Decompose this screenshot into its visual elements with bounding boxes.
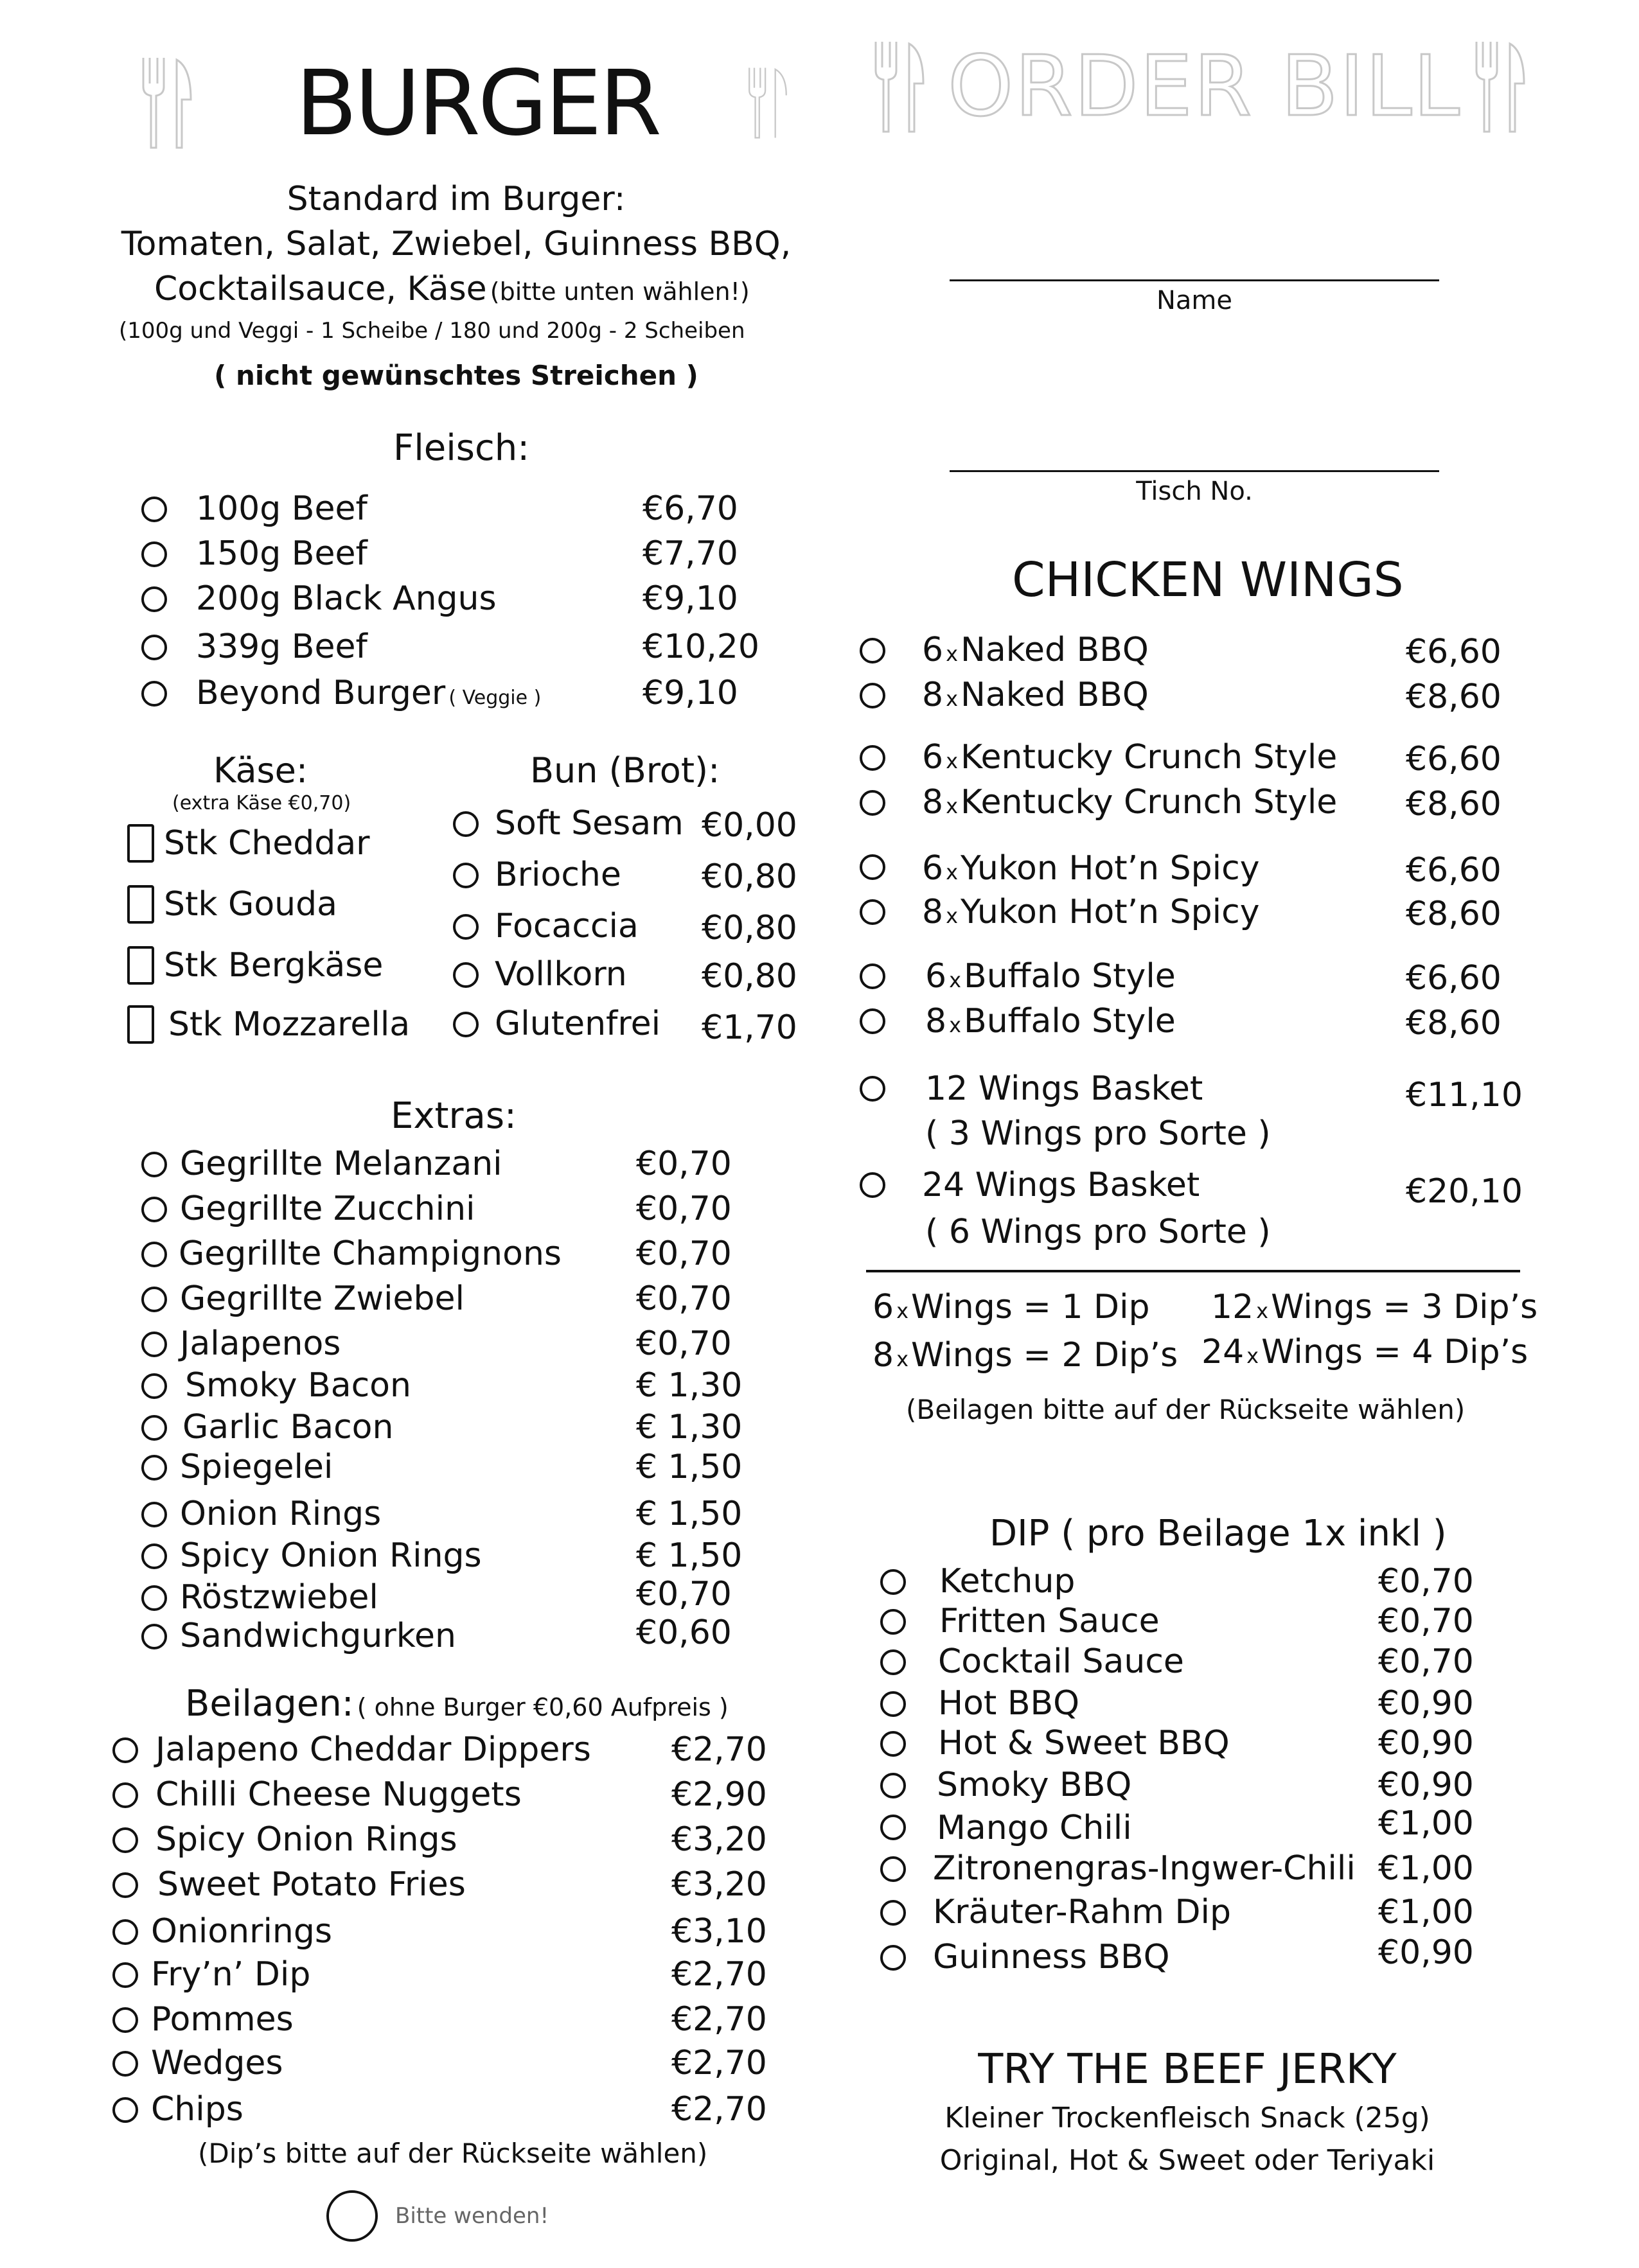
dip-label: Hot & Sweet BBQ [938,1724,1230,1763]
beilagen-radio[interactable] [112,1962,138,1988]
extras-radio[interactable] [141,1624,167,1649]
fleisch-note: ( Veggie ) [448,687,542,709]
beilagen-label: Wedges [151,2044,283,2082]
wings-qty: 6 [922,849,944,888]
wings-price: €6,60 [1406,633,1502,671]
wings-radio[interactable] [860,899,885,925]
wings-basket12-radio[interactable] [860,1076,885,1102]
dip-rule-x: x [896,1299,909,1323]
wings-x: x [949,968,962,992]
beilagen-label: Chips [151,2090,244,2129]
dip-price: €1,00 [1378,1804,1474,1843]
extras-label: Spiegelei [180,1448,333,1486]
wings-qty: 8 [922,783,944,822]
extras-label: Sandwichgurken [180,1617,456,1655]
wings-item [922,849,1260,888]
jerky-line2: Original, Hot & Sweet oder Teriyaki [939,2144,1435,2177]
dip-rule [873,1336,1178,1375]
fleisch-heading: Fleisch: [393,427,530,469]
beilagen-radio[interactable] [112,2007,138,2033]
extras-radio[interactable] [141,1152,167,1177]
wings-basket12-sub: ( 3 Wings pro Sorte ) [925,1114,1271,1153]
dip-label: Cocktail Sauce [938,1642,1184,1681]
bun-label: Glutenfrei [495,1005,661,1043]
wings-price: €8,60 [1406,785,1502,823]
dip-rule-qty: 24 [1201,1333,1245,1371]
wings-label: Yukon Hot’n Spicy [961,849,1260,888]
dip-price: €0,90 [1378,1724,1474,1763]
fleisch-price: €9,10 [642,579,738,618]
kaese-checkbox[interactable] [127,885,154,924]
bun-price: €0,80 [702,857,797,896]
wings-x: x [946,904,959,928]
dip-label: Guinness BBQ [933,1938,1170,1976]
wings-label: Buffalo Style [964,1002,1176,1041]
wings-x: x [946,642,959,666]
wings-radio[interactable] [860,745,885,771]
dip-price: €0,90 [1378,1766,1474,1804]
dip-rule-x: x [1246,1344,1259,1368]
tisch-line [950,470,1439,472]
dip-price: €1,00 [1378,1893,1474,1931]
beilagen-radio[interactable] [112,1737,138,1763]
extras-label: Gegrillte Zucchini [180,1190,475,1228]
wings-radio[interactable] [860,683,885,708]
fleisch-radio[interactable] [141,635,167,660]
dip-label: Hot BBQ [938,1684,1080,1723]
bun-price: €0,00 [702,806,797,845]
fleisch-price: €10,20 [642,628,759,666]
fleisch-radio[interactable] [141,681,167,707]
wings-label: Buffalo Style [964,957,1176,996]
beilagen-radio[interactable] [112,2051,138,2077]
beilagen-price: €3,20 [671,1820,767,1859]
strike-note: ( nicht gewünschtes Streichen ) [214,360,698,391]
beilagen-radio[interactable] [112,1872,138,1898]
beilagen-label: Pommes [151,2000,294,2039]
wings-price: €6,60 [1406,851,1502,890]
wings-radio[interactable] [860,638,885,664]
extras-label: Röstzwiebel [180,1578,378,1617]
beilagen-price: €2,70 [671,1955,767,1994]
wings-x: x [946,749,959,773]
fork-knife-icon [745,55,790,151]
bun-radio[interactable] [453,863,479,888]
dip-radio[interactable] [880,1731,906,1757]
extras-label: Onion Rings [180,1495,382,1533]
beilagen-price: €2,70 [671,2000,767,2039]
extras-radio[interactable] [141,1287,167,1312]
fleisch-label: 200g Black Angus [196,579,497,618]
beilagen-price: €2,90 [671,1775,767,1814]
fleisch-label: 339g Beef [196,628,368,666]
wings-label: Naked BBQ [961,631,1149,669]
bun-heading: Bun (Brot): [530,750,720,791]
extras-label: Gegrillte Melanzani [180,1145,502,1183]
kaese-checkbox[interactable] [127,824,154,863]
wings-basket12-price: €11,10 [1406,1076,1523,1114]
dip-rule-qty: 6 [873,1288,894,1326]
dip-price: €1,00 [1378,1849,1474,1888]
extras-price: € 1,30 [636,1366,743,1405]
wings-label: Kentucky Crunch Style [961,738,1338,777]
kaese-checkbox[interactable] [127,946,154,985]
extras-label: Spicy Onion Rings [180,1536,482,1575]
bun-radio[interactable] [453,1012,479,1037]
dip-rule-text: Wings = 3 Dip’s [1271,1288,1538,1326]
tisch-label: Tisch No. [1136,477,1253,506]
order-bill-title: ORDER BILL [948,37,1461,135]
fleisch-label: Beyond Burger [196,674,446,712]
wings-basket24-price: €20,10 [1406,1172,1523,1211]
extras-radio[interactable] [141,1543,167,1569]
extras-radio[interactable] [141,1455,167,1481]
dip-rule-text: Wings = 4 Dip’s [1261,1333,1528,1371]
wings-qty: 6 [925,957,947,996]
standard-line2-note: (bitte unten wählen!) [490,277,750,306]
dip-price: €0,90 [1378,1933,1474,1972]
fork-knife-icon [1471,39,1529,135]
dip-radio[interactable] [880,1815,906,1840]
wings-x: x [946,860,959,884]
dip-radio[interactable] [880,1945,906,1971]
dip-rule [1201,1333,1528,1371]
dip-price: €0,90 [1378,1684,1474,1723]
dip-price: €0,70 [1378,1642,1474,1681]
dip-rule-x: x [1256,1299,1269,1323]
extras-price: €0,70 [636,1324,732,1363]
extras-heading: Extras: [391,1095,517,1137]
dip-rule-text: Wings = 2 Dip’s [911,1336,1178,1375]
beilagen-heading: Beilagen: [185,1683,354,1725]
fleisch-price: €9,10 [642,674,738,712]
bun-radio[interactable] [453,811,479,837]
wings-note: (Beilagen bitte auf der Rückseite wählen) [906,1394,1466,1425]
kaese-checkbox[interactable] [127,1005,154,1044]
bun-radio[interactable] [453,914,479,940]
beilagen-label: Jalapeno Cheddar Dippers [155,1730,591,1769]
extras-radio[interactable] [141,1242,167,1267]
wings-basket24-radio[interactable] [860,1172,885,1198]
wings-item [925,957,1176,996]
kaese-label: Stk Mozzarella [168,1005,411,1044]
wings-heading: CHICKEN WINGS [1012,552,1404,608]
standard-line2-text: Cocktailsauce, Käse [154,270,487,308]
wings-basket12-label: 12 Wings Basket [925,1069,1203,1108]
beilagen-radio[interactable] [112,2097,138,2123]
extras-label: Jalapenos [180,1324,341,1363]
wings-divider [866,1270,1520,1272]
bun-label: Soft Sesam [495,804,684,843]
dip-label: Ketchup [939,1562,1076,1601]
beilagen-label: Fry’n’ Dip [151,1955,311,1994]
beilagen-footer: (Dip’s bitte auf der Rückseite wählen) [198,2138,708,2169]
fleisch-label: 100g Beef [196,489,368,528]
kaese-heading: Käse: [213,750,308,791]
beilagen-radio[interactable] [112,1782,138,1808]
fleisch-label-veggie [196,674,541,712]
extras-radio[interactable] [141,1332,167,1357]
wings-item [922,738,1337,777]
extras-label: Garlic Bacon [182,1408,394,1446]
kaese-label: Stk Gouda [164,885,337,924]
wings-price: €6,60 [1406,740,1502,778]
dip-rule-qty: 8 [873,1336,894,1375]
bun-label: Brioche [495,856,621,894]
wings-x: x [946,687,959,711]
wings-item [922,676,1149,714]
dip-rule [1211,1288,1537,1326]
wings-price: €6,60 [1406,959,1502,998]
wings-radio[interactable] [860,963,885,989]
beilagen-label: Chilli Cheese Nuggets [155,1775,522,1814]
dip-label: Zitronengras-Ingwer-Chili [933,1849,1356,1888]
dip-radio[interactable] [880,1900,906,1926]
bun-label: Vollkorn [495,955,627,994]
extras-radio[interactable] [141,1502,167,1527]
fleisch-radio[interactable] [141,541,167,567]
dip-radio[interactable] [880,1691,906,1717]
dip-radio[interactable] [880,1773,906,1798]
extras-radio[interactable] [141,1415,167,1441]
jerky-heading: TRY THE BEEF JERKY [978,2046,1397,2093]
extras-price: €0,70 [636,1190,732,1228]
beilagen-heading-row [185,1683,729,1725]
name-label: Name [1156,286,1232,315]
burger-title: BURGER [296,51,660,156]
bun-radio[interactable] [453,962,479,988]
beilagen-label: Onionrings [151,1912,332,1951]
bun-price: €0,80 [702,957,797,996]
extras-label: Gegrillte Champignons [179,1235,562,1273]
kaese-label: Stk Cheddar [164,824,370,863]
dip-rule-text: Wings = 1 Dip [911,1288,1150,1326]
wings-price: €8,60 [1406,895,1502,933]
wings-qty: 6 [922,631,944,669]
fleisch-radio[interactable] [141,497,167,522]
beilagen-radio[interactable] [112,1919,138,1945]
extras-price: €0,70 [636,1145,732,1183]
extras-radio[interactable] [141,1373,167,1399]
wings-radio[interactable] [860,854,885,880]
extras-radio[interactable] [141,1197,167,1222]
fleisch-radio[interactable] [141,586,167,612]
dip-radio[interactable] [880,1856,906,1882]
bitte-wenden-radio[interactable] [326,2190,378,2242]
dip-radio[interactable] [880,1649,906,1675]
bitte-wenden-label: Bitte wenden! [395,2203,549,2229]
wings-qty: 8 [922,676,944,714]
name-line [950,279,1439,281]
bun-price: €1,70 [702,1008,797,1047]
wings-item [925,1002,1176,1041]
wings-item [922,631,1149,669]
standard-line3: (100g und Veggi - 1 Scheibe / 180 und 200g - 2 Scheiben [119,318,745,344]
dip-label: Kräuter-Rahm Dip [933,1893,1231,1931]
beilagen-label: Spicy Onion Rings [155,1820,457,1859]
dip-radio[interactable] [880,1609,906,1635]
dip-rule-x: x [896,1347,909,1371]
standard-heading: Standard im Burger: [287,180,626,218]
dip-price: €0,70 [1378,1602,1474,1640]
standard-line1: Tomaten, Salat, Zwiebel, Guinness BBQ, [121,225,792,263]
extras-price: €0,70 [636,1279,732,1318]
kaese-label: Stk Bergkäse [164,946,384,985]
dip-label: Smoky BBQ [937,1766,1132,1804]
wings-item [922,893,1260,931]
beilagen-price: €2,70 [671,2044,767,2082]
wings-basket24-sub: ( 6 Wings pro Sorte ) [925,1213,1271,1251]
wings-label: Yukon Hot’n Spicy [961,893,1260,931]
wings-radio[interactable] [860,1008,885,1034]
beilagen-radio[interactable] [112,1827,138,1853]
wings-x: x [946,794,959,818]
wings-qty: 8 [922,893,944,931]
dip-price: €0,70 [1378,1562,1474,1601]
wings-price: €8,60 [1406,678,1502,716]
fork-knife-icon [871,39,928,135]
bun-label: Focaccia [495,907,639,945]
wings-qty: 8 [925,1002,947,1041]
wings-item [922,783,1337,822]
beilagen-price: €2,70 [671,2090,767,2129]
extras-price: € 1,50 [636,1495,743,1533]
extras-price: €0,60 [636,1613,732,1652]
dip-label: Mango Chili [937,1809,1132,1847]
bun-price: €0,80 [702,909,797,947]
extras-radio[interactable] [141,1585,167,1611]
fleisch-price: €7,70 [642,534,738,573]
wings-qty: 6 [922,738,944,777]
beilagen-price: €2,70 [671,1730,767,1769]
wings-x: x [949,1013,962,1037]
dip-heading: DIP ( pro Beilage 1x inkl ) [989,1513,1447,1554]
wings-price: €8,60 [1406,1004,1502,1042]
beilagen-label: Sweet Potato Fries [157,1865,466,1904]
kaese-note: (extra Käse €0,70) [172,792,351,814]
wings-label: Kentucky Crunch Style [961,783,1338,822]
extras-price: € 1,50 [636,1536,743,1575]
fleisch-price: €6,70 [642,489,738,528]
extras-label: Gegrillte Zwiebel [180,1279,465,1318]
extras-price: €0,70 [636,1235,732,1273]
beilagen-price: €3,10 [671,1912,767,1951]
standard-line2 [154,270,750,308]
beilagen-price: €3,20 [671,1865,767,1904]
extras-label: Smoky Bacon [185,1366,411,1405]
jerky-line1: Kleiner Trockenfleisch Snack (25g) [944,2102,1430,2134]
wings-label: Naked BBQ [961,676,1149,714]
extras-price: € 1,50 [636,1448,743,1486]
dip-radio[interactable] [880,1569,906,1595]
fleisch-label: 150g Beef [196,534,368,573]
fork-knife-icon [138,55,196,151]
wings-basket24-label: 24 Wings Basket [922,1166,1200,1204]
dip-rule [873,1288,1150,1326]
beilagen-heading-note: ( ohne Burger €0,60 Aufpreis ) [357,1693,729,1721]
wings-radio[interactable] [860,790,885,816]
dip-rule-qty: 12 [1211,1288,1254,1326]
extras-price: €0,70 [636,1575,732,1613]
dip-label: Fritten Sauce [939,1602,1160,1640]
extras-price: € 1,30 [636,1408,743,1446]
